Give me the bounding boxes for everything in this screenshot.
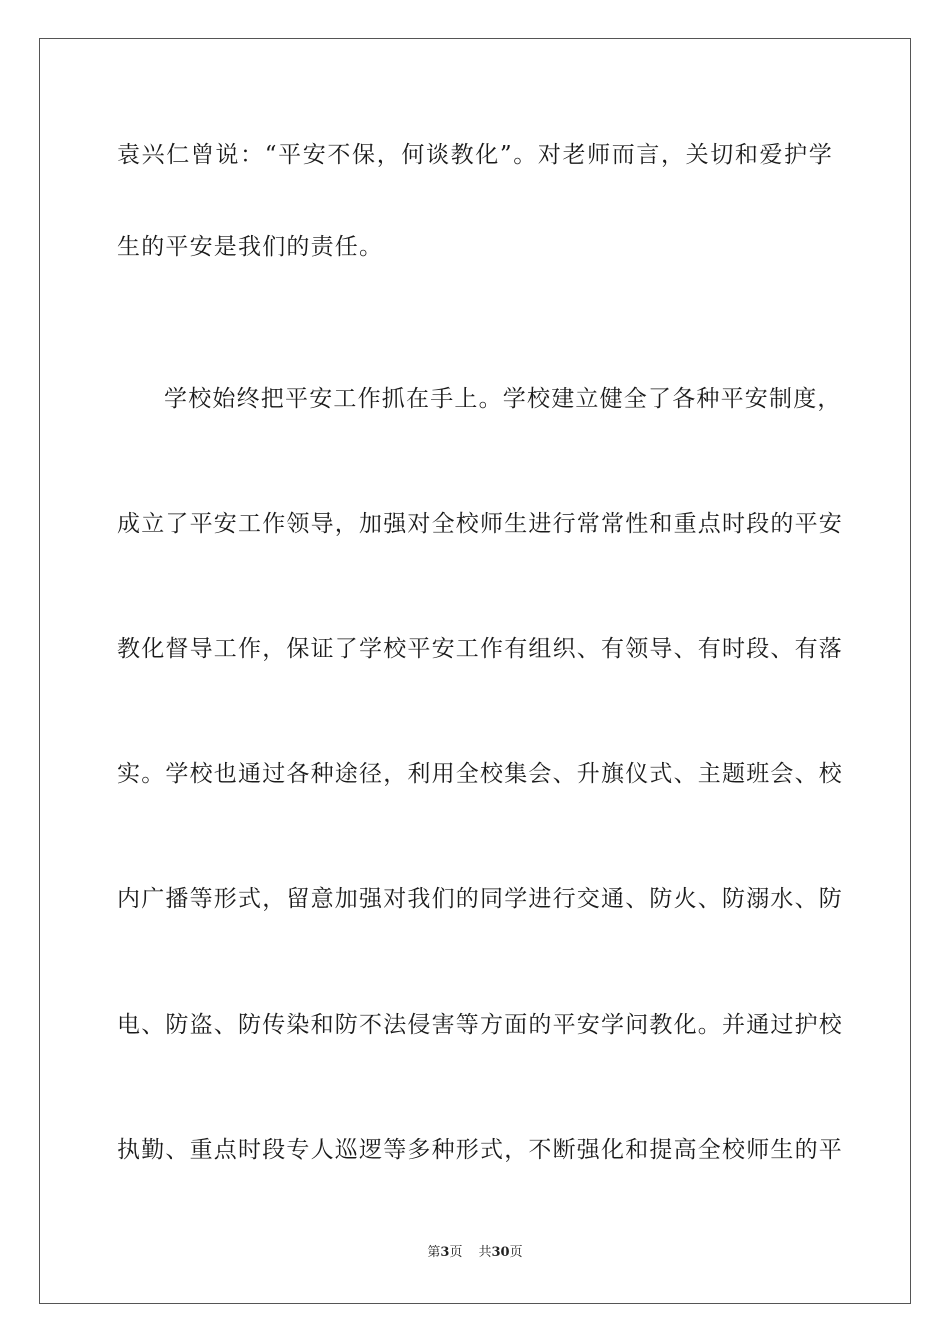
- text-line-4: 成立了平安工作领导，加强对全校师生进行常常性和重点时段的平安: [117, 511, 843, 537]
- text-line-1: 袁兴仁曾说：“平安不保，何谈教化”。对老师而言，关切和爱护学: [117, 142, 833, 168]
- text-line-3: 学校始终把平安工作抓在手上。学校建立健全了各种平安制度，: [164, 386, 842, 412]
- text-line-7: 内广播等形式，留意加强对我们的同学进行交通、防火、防溺水、防: [117, 886, 843, 912]
- text-line-2: 生的平安是我们的责任。: [117, 234, 384, 260]
- page-suffix: 页: [449, 1245, 463, 1260]
- total-prefix: 共: [478, 1245, 492, 1260]
- text-line-6: 实。学校也通过各种途径，利用全校集会、升旗仪式、主题班会、校: [117, 761, 843, 787]
- total-suffix: 页: [509, 1245, 523, 1260]
- page-number: 3: [440, 1245, 450, 1260]
- page-prefix: 第: [427, 1245, 441, 1260]
- text-line-5: 教化督导工作，保证了学校平安工作有组织、有领导、有时段、有落: [117, 636, 843, 662]
- page-border: [39, 38, 911, 1304]
- total-pages: 30: [491, 1245, 510, 1260]
- text-line-9: 执勤、重点时段专人巡逻等多种形式，不断强化和提高全校师生的平: [117, 1137, 843, 1163]
- text-line-8: 电、防盗、防传染和防不法侵害等方面的平安学问教化。并通过护校: [117, 1012, 843, 1038]
- page-footer: [0, 1245, 950, 1261]
